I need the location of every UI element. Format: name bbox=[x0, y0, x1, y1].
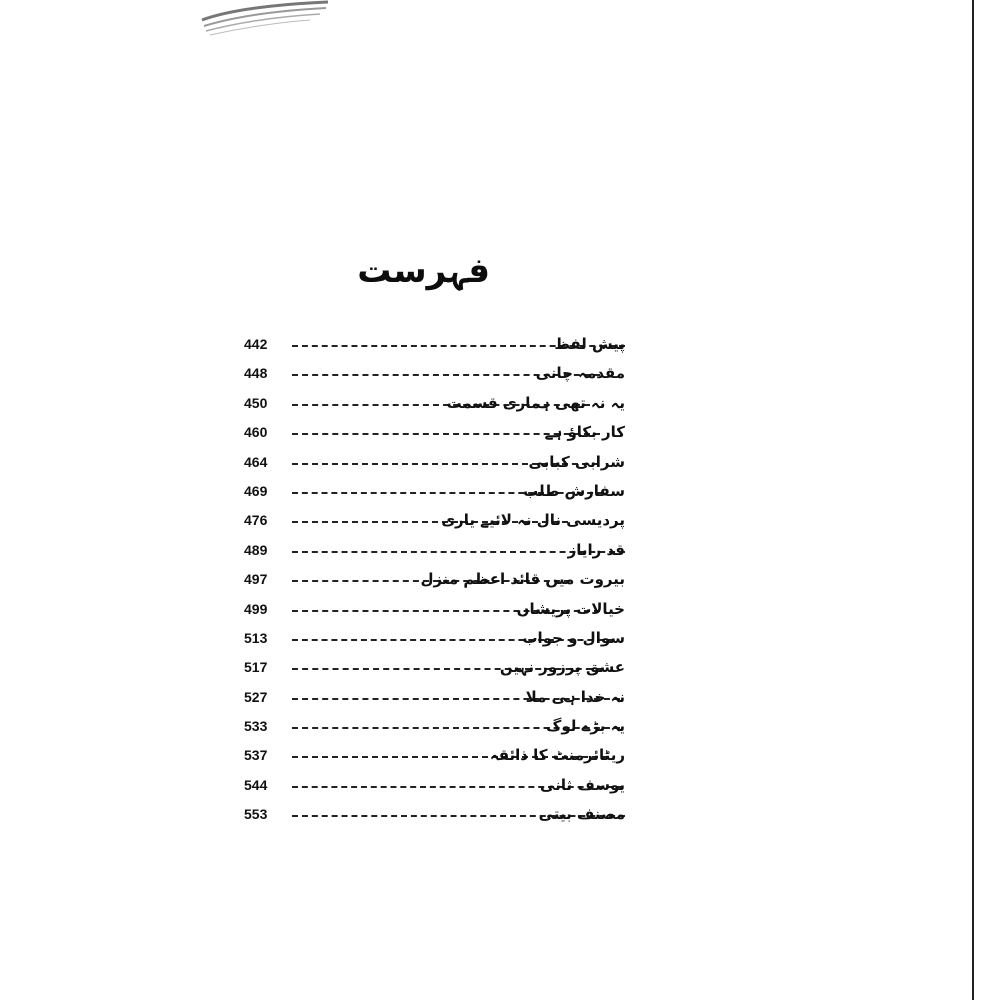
toc-page-number: 460 bbox=[244, 424, 268, 441]
toc-entry bbox=[0, 653, 1000, 682]
toc-entry bbox=[0, 359, 1000, 388]
toc-entry bbox=[0, 418, 1000, 447]
toc-entry-title: یوسف ثانی bbox=[540, 775, 625, 794]
toc-entry bbox=[0, 800, 1000, 829]
toc-entry-title: سفارش طلب bbox=[523, 481, 625, 500]
toc-entry bbox=[0, 536, 1000, 565]
toc-entry bbox=[0, 477, 1000, 506]
toc-entry-title: شرابی کبابی bbox=[528, 452, 625, 471]
toc-page-number: 533 bbox=[244, 718, 268, 735]
toc-page-number: 469 bbox=[244, 482, 268, 499]
table-of-contents bbox=[0, 330, 1000, 830]
toc-entry-title: سوال و جواب bbox=[522, 628, 625, 647]
toc-entry-title: قد رایاز bbox=[567, 540, 625, 559]
toc-page-number: 489 bbox=[244, 541, 268, 558]
toc-entry-title: کار بکاؤ ہے bbox=[544, 423, 625, 442]
toc-entry-title: یہ نہ تھی ہماری قسمت bbox=[446, 393, 625, 412]
toc-entry-title: یہ بڑے لوگ bbox=[545, 717, 625, 736]
toc-entry bbox=[0, 624, 1000, 653]
toc-entry bbox=[0, 330, 1000, 359]
toc-entry-title: خیالات پریشاں bbox=[516, 599, 625, 618]
toc-page-number: 464 bbox=[244, 453, 268, 470]
toc-page-number: 442 bbox=[244, 336, 268, 352]
toc-entry bbox=[0, 389, 1000, 418]
toc-entry bbox=[0, 683, 1000, 712]
toc-entry-title: مقدمہ چانی bbox=[535, 364, 625, 383]
toc-entry bbox=[0, 506, 1000, 535]
toc-entry bbox=[0, 741, 1000, 770]
toc-page-number: 499 bbox=[244, 600, 268, 617]
toc-entry bbox=[0, 448, 1000, 477]
toc-entry-title: ریٹائرمنٹ کا ذائقہ bbox=[489, 746, 625, 765]
toc-page-number: 450 bbox=[244, 394, 268, 411]
toc-page-number: 544 bbox=[244, 776, 268, 793]
toc-entry bbox=[0, 712, 1000, 741]
toc-page-number: 553 bbox=[244, 806, 268, 823]
scan-edge-mark bbox=[200, 0, 330, 38]
contents-title: فہرست bbox=[357, 251, 490, 291]
toc-page-number: 476 bbox=[244, 512, 268, 529]
toc-entry bbox=[0, 595, 1000, 624]
toc-page-number: 448 bbox=[244, 365, 268, 382]
toc-page-number: 517 bbox=[244, 659, 268, 676]
toc-page-number: 537 bbox=[244, 747, 268, 764]
toc-page-number: 527 bbox=[244, 688, 268, 705]
toc-entry-title: بیروت میں قائد اعظم منزل bbox=[420, 570, 625, 589]
toc-page-number: 497 bbox=[244, 571, 268, 588]
toc-entry-title: مصنف بیتی bbox=[538, 805, 625, 824]
toc-entry-title: پردیسی نال نہ لائیے یاری bbox=[441, 511, 625, 530]
toc-entry-title: نہ خدا ہی ملا bbox=[525, 687, 625, 706]
toc-entry bbox=[0, 771, 1000, 800]
toc-page-number: 513 bbox=[244, 629, 268, 646]
toc-entry-title: پیش لفظ bbox=[554, 335, 625, 353]
toc-entry bbox=[0, 565, 1000, 594]
toc-entry-title: عشق پرزور نہیں bbox=[499, 658, 625, 677]
